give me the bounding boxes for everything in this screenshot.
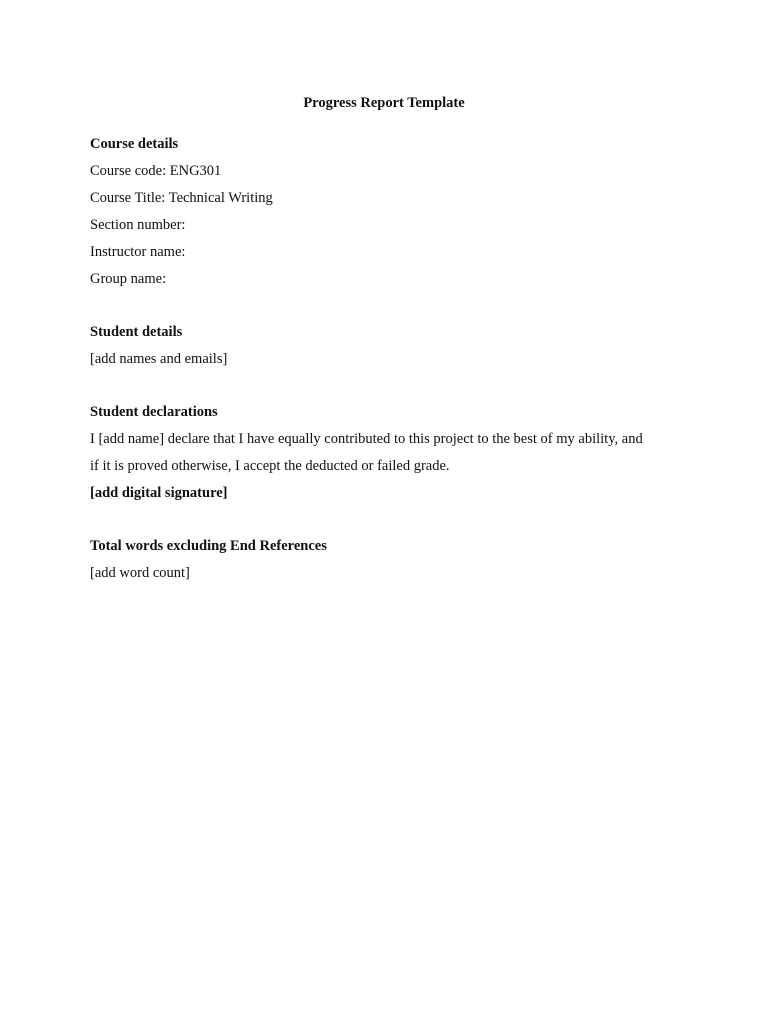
section-number-line [90,212,678,239]
section-number-label: Section number: [90,217,186,233]
student-details-section [90,319,678,373]
course-details-heading: Course details [90,136,179,152]
student-details-heading: Student details [90,324,183,340]
word-count-heading: Total words excluding End References [90,538,327,554]
group-name-label: Group name: [90,271,167,287]
student-declarations-section [90,399,678,507]
word-count-placeholder: [add word count] [90,565,190,581]
group-name-line [90,266,678,293]
course-title-value: Technical Writing [168,190,273,206]
declaration-text-line-1: I [add name] declare that I have equally contributed to this project to the best of my ability, and [90,431,643,447]
word-count-section [90,533,678,587]
course-code-line [90,158,678,185]
document-title: Progress Report Template [303,95,465,111]
course-title-label: Course Title: [90,190,166,206]
course-details-section [90,131,678,293]
spacer [90,373,678,399]
spacer [90,507,678,533]
course-title-line [90,185,678,212]
instructor-name-label: Instructor name: [90,244,186,260]
student-declarations-heading: Student declarations [90,404,218,420]
student-details-placeholder: [add names and emails] [90,351,228,367]
spacer [90,293,678,319]
digital-signature-placeholder: [add digital signature] [90,485,228,501]
instructor-name-line [90,239,678,266]
declaration-text-line-2: if it is proved otherwise, I accept the deducted or failed grade. [90,458,450,474]
course-code-value: ENG301 [169,163,222,179]
course-code-label: Course code: [90,163,167,179]
spacer [90,114,678,131]
